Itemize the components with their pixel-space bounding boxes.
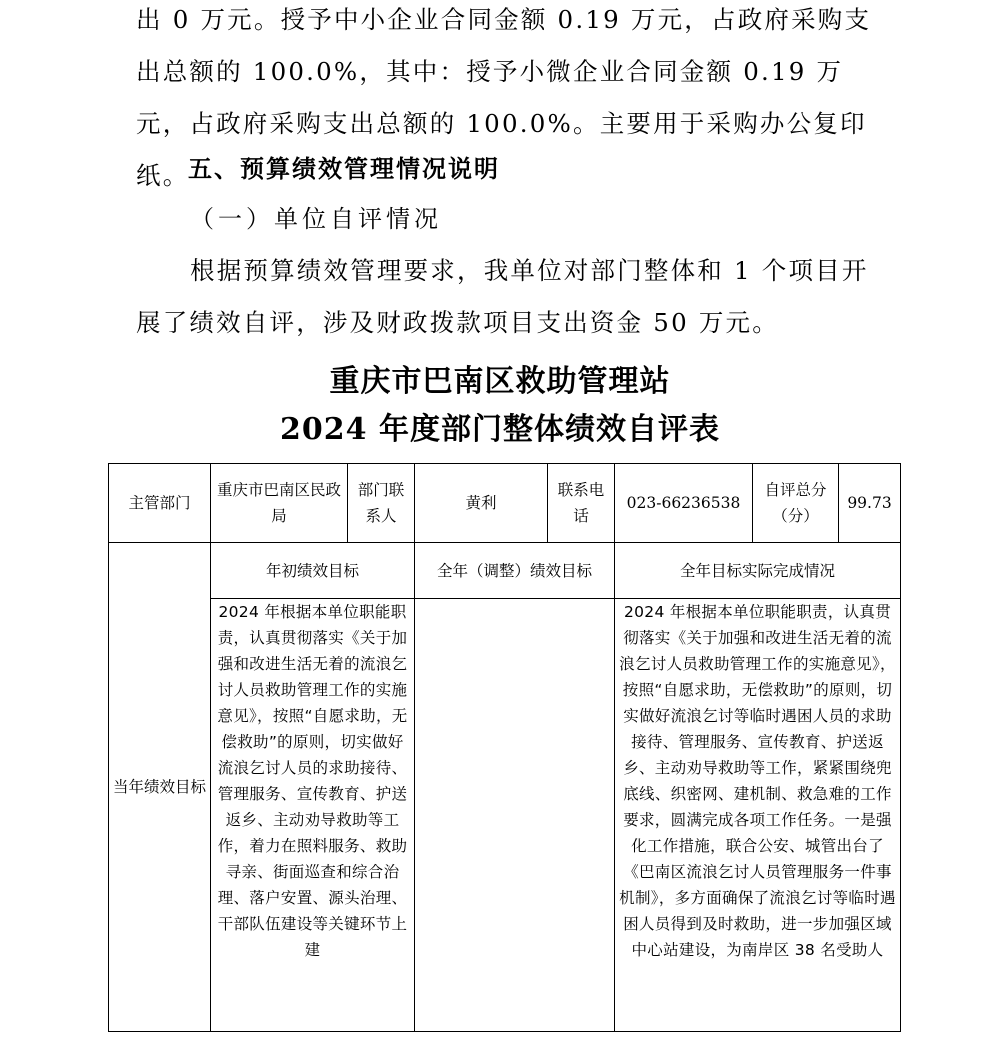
form-title-org: 重庆市巴南区救助管理站 bbox=[329, 364, 671, 399]
form-title-name: 2024 年度部门整体绩效自评表 bbox=[280, 412, 720, 447]
contact-value: 黄利 bbox=[415, 464, 548, 543]
initial-goal-text: 2024 年根据本单位职能职责，认真贯彻落实《关于加强和改进生活无着的流浪乞讨人员救助管理工作的实施意见》，按照“自愿求助，无偿救助”的原则，切实做好流浪乞讨人员的求助接待、管理服务、宣传教育、护送返乡、主动劝导救助等工作，着力在照料服务、救助寻亲、街面巡查和综合治理、落户安置、源头治理、干部队伍建设等关键环节上建 bbox=[217, 603, 408, 959]
actual-completion-text: 2024 年根据本单位职能职责，认真贯彻落实《关于加强和改进生活无着的流浪乞讨人员救助管理工作的实施意见》，按照“自愿求助，无偿救助”的原则，切实做好流浪乞讨等临时遇困人员的求助接待、管理服务、宣传教育、护送返乡、主动劝导救助等工作，紧紧围绕兜底线、织密网、建机制、救急难的工作要求，圆满完成各项工作任务。一是强化工作措施，联合公安、城管出台了《巴南区流浪乞讨人员管理服务一件事机制》，多方面确保了流浪乞讨等临时遇困人员得到及时救助，进一步加强区域中心站建设，为南岸区 38 名受助人 bbox=[619, 603, 896, 959]
phone-label: 联系电话 bbox=[548, 464, 615, 543]
self-eval-paragraph: 根据预算绩效管理要求，我单位对部门整体和 1 个项目开展了绩效自评，涉及财政拨款项目支出资金 50 万元。 bbox=[136, 256, 869, 337]
col-adjusted-goal: 全年（调整）绩效目标 bbox=[415, 543, 615, 599]
dept-label: 主管部门 bbox=[109, 464, 211, 543]
table-header-row bbox=[109, 464, 901, 543]
score-value: 99.73 bbox=[839, 464, 901, 543]
actual-completion-cell bbox=[615, 599, 901, 1032]
adjusted-goal-text bbox=[415, 599, 615, 1032]
goal-row bbox=[109, 599, 901, 1032]
phone-value: 023-66236538 bbox=[615, 464, 753, 543]
dept-value: 重庆市巴南区民政局 bbox=[211, 464, 348, 543]
subsection-heading: （一）单位自评情况 bbox=[190, 205, 442, 233]
contact-label: 部门联系人 bbox=[348, 464, 415, 543]
section-heading: 五、预算绩效管理情况说明 bbox=[188, 155, 500, 183]
goal-row-label: 当年绩效目标 bbox=[109, 543, 211, 1032]
col-actual-completion: 全年目标实际完成情况 bbox=[615, 543, 901, 599]
col-initial-goal: 年初绩效目标 bbox=[211, 543, 415, 599]
performance-evaluation-table bbox=[108, 463, 901, 1032]
table-column-header-row bbox=[109, 543, 901, 599]
procurement-paragraph: 出 0 万元。授予中小企业合同金额 0.19 万元，占政府采购支出总额的 100.0%，其中：授予小微企业合同金额 0.19 万元，占政府采购支出总额的 100.0%。主要用于采购办公复印纸。 bbox=[136, 5, 872, 190]
score-label: 自评总分（分） bbox=[753, 464, 839, 543]
initial-goal-cell bbox=[211, 599, 415, 1032]
